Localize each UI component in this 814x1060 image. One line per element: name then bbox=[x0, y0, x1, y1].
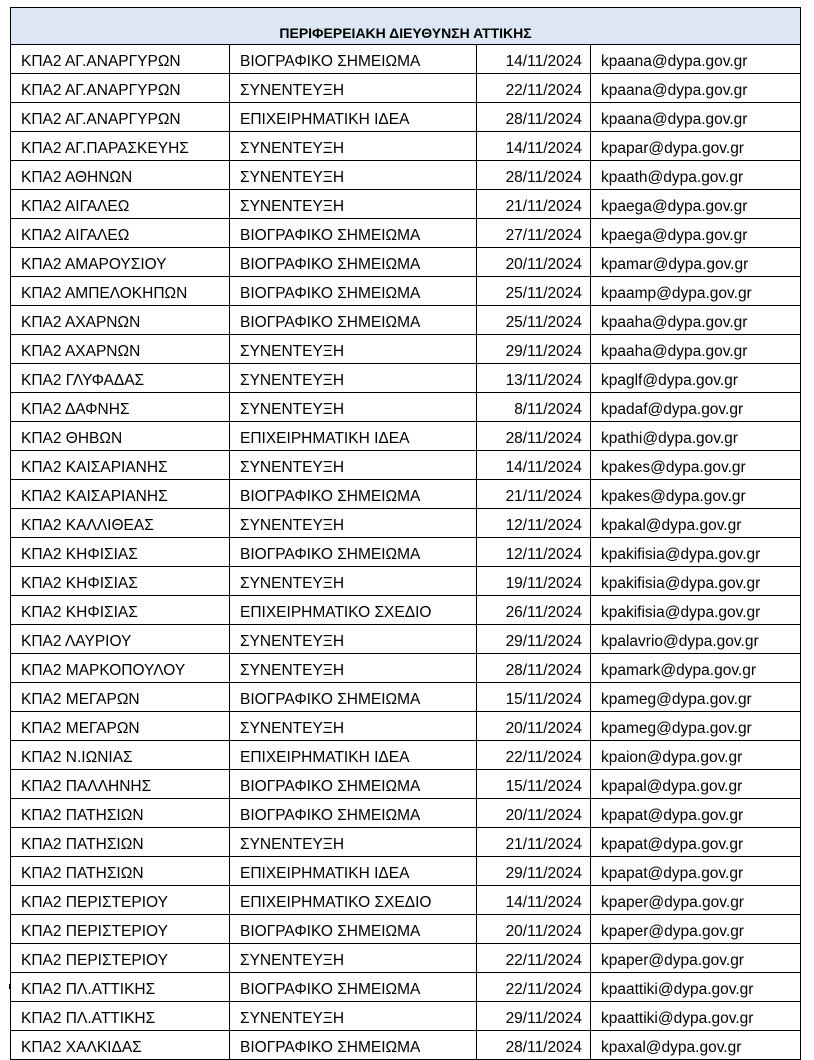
cell-date: 15/11/2024 bbox=[477, 770, 591, 799]
cell-email: kpapat@dypa.gov.gr bbox=[591, 799, 801, 828]
cell-office: ΚΠΑ2 ΠΛ.ΑΤΤΙΚΗΣ bbox=[11, 973, 230, 1002]
cell-email: kpaper@dypa.gov.gr bbox=[591, 944, 801, 973]
cell-corner-mark bbox=[9, 984, 10, 989]
table-row bbox=[11, 74, 801, 103]
cell-date: 29/11/2024 bbox=[477, 625, 591, 654]
table-row bbox=[11, 335, 801, 364]
cell-date: 15/11/2024 bbox=[477, 683, 591, 712]
cell-session-type: ΣΥΝΕΝΤΕΥΞΗ bbox=[230, 654, 477, 683]
table-row bbox=[11, 1002, 801, 1031]
cell-office: ΚΠΑ2 ΑΓ.ΑΝΑΡΓΥΡΩΝ bbox=[11, 74, 230, 103]
cell-session-type: ΣΥΝΕΝΤΕΥΞΗ bbox=[230, 828, 477, 857]
cell-date: 21/11/2024 bbox=[477, 480, 591, 509]
cell-email: kpalavrio@dypa.gov.gr bbox=[591, 625, 801, 654]
cell-session-type: ΕΠΙΧΕΙΡΗΜΑΤΙΚΟ ΣΧΕΔΙΟ bbox=[230, 596, 477, 625]
region-title: ΠΕΡΙΦΕΡΕΙΑΚΗ ΔΙΕΥΘΥΝΣΗ ΑΤΤΙΚΗΣ bbox=[11, 8, 801, 45]
cell-email: kpaper@dypa.gov.gr bbox=[591, 915, 801, 944]
cell-date: 13/11/2024 bbox=[477, 364, 591, 393]
cell-date: 22/11/2024 bbox=[477, 741, 591, 770]
cell-session-type: ΣΥΝΕΝΤΕΥΞΗ bbox=[230, 509, 477, 538]
table-row bbox=[11, 393, 801, 422]
cell-email: kpaaha@dypa.gov.gr bbox=[591, 335, 801, 364]
cell-office: ΚΠΑ2 ΠΑΤΗΣΙΩΝ bbox=[11, 828, 230, 857]
cell-date: 25/11/2024 bbox=[477, 277, 591, 306]
table-row bbox=[11, 219, 801, 248]
cell-email: kpapat@dypa.gov.gr bbox=[591, 828, 801, 857]
table-row bbox=[11, 509, 801, 538]
table-row bbox=[11, 828, 801, 857]
cell-office: ΚΠΑ2 ΠΕΡΙΣΤΕΡΙΟΥ bbox=[11, 944, 230, 973]
cell-date: 25/11/2024 bbox=[477, 306, 591, 335]
schedule-table-container bbox=[10, 7, 800, 1060]
cell-office: ΚΠΑ2 ΠΑΤΗΣΙΩΝ bbox=[11, 857, 230, 886]
cell-email: kpakes@dypa.gov.gr bbox=[591, 480, 801, 509]
cell-date: 29/11/2024 bbox=[477, 335, 591, 364]
table-row bbox=[11, 886, 801, 915]
table-row bbox=[11, 364, 801, 393]
cell-office: ΚΠΑ2 ΚΗΦΙΣΙΑΣ bbox=[11, 567, 230, 596]
cell-date: 29/11/2024 bbox=[477, 857, 591, 886]
cell-session-type: ΣΥΝΕΝΤΕΥΞΗ bbox=[230, 132, 477, 161]
cell-date: 14/11/2024 bbox=[477, 451, 591, 480]
table-row bbox=[11, 683, 801, 712]
cell-office: ΚΠΑ2 ΜΕΓΑΡΩΝ bbox=[11, 683, 230, 712]
cell-office: ΚΠΑ2 ΘΗΒΩΝ bbox=[11, 422, 230, 451]
cell-session-type: ΒΙΟΓΡΑΦΙΚΟ ΣΗΜΕΙΩΜΑ bbox=[230, 306, 477, 335]
cell-date: 22/11/2024 bbox=[477, 944, 591, 973]
cell-office: ΚΠΑ2 ΠΑΛΛΗΝΗΣ bbox=[11, 770, 230, 799]
cell-email: kpaana@dypa.gov.gr bbox=[591, 45, 801, 74]
cell-office: ΚΠΑ2 ΜΑΡΚΟΠΟΥΛΟΥ bbox=[11, 654, 230, 683]
cell-date: 22/11/2024 bbox=[477, 973, 591, 1002]
cell-session-type: ΒΙΟΓΡΑΦΙΚΟ ΣΗΜΕΙΩΜΑ bbox=[230, 480, 477, 509]
cell-date: 8/11/2024 bbox=[477, 393, 591, 422]
table-row bbox=[11, 248, 801, 277]
cell-email: kpaattiki@dypa.gov.gr bbox=[591, 973, 801, 1002]
cell-email: kpameg@dypa.gov.gr bbox=[591, 683, 801, 712]
cell-office: ΚΠΑ2 ΑΜΑΡΟΥΣΙΟΥ bbox=[11, 248, 230, 277]
cell-email: kpapat@dypa.gov.gr bbox=[591, 857, 801, 886]
cell-date: 28/11/2024 bbox=[477, 103, 591, 132]
table-row bbox=[11, 654, 801, 683]
table-row bbox=[11, 190, 801, 219]
cell-office: ΚΠΑ2 ΠΕΡΙΣΤΕΡΙΟΥ bbox=[11, 886, 230, 915]
cell-office: ΚΠΑ2 Ν.ΙΩΝΙΑΣ bbox=[11, 741, 230, 770]
table-row bbox=[11, 132, 801, 161]
cell-email: kpaega@dypa.gov.gr bbox=[591, 219, 801, 248]
cell-date: 12/11/2024 bbox=[477, 538, 591, 567]
cell-email: kpaath@dypa.gov.gr bbox=[591, 161, 801, 190]
cell-email: kpameg@dypa.gov.gr bbox=[591, 712, 801, 741]
cell-email: kpaana@dypa.gov.gr bbox=[591, 103, 801, 132]
cell-office: ΚΠΑ2 ΠΑΤΗΣΙΩΝ bbox=[11, 799, 230, 828]
schedule-table bbox=[10, 7, 801, 1060]
cell-office: ΚΠΑ2 ΠΕΡΙΣΤΕΡΙΟΥ bbox=[11, 915, 230, 944]
cell-office: ΚΠΑ2 ΑΧΑΡΝΩΝ bbox=[11, 335, 230, 364]
cell-email: kpapal@dypa.gov.gr bbox=[591, 770, 801, 799]
cell-office: ΚΠΑ2 ΛΑΥΡΙΟΥ bbox=[11, 625, 230, 654]
cell-email: kpakifisia@dypa.gov.gr bbox=[591, 596, 801, 625]
cell-office: ΚΠΑ2 ΑΜΠΕΛΟΚΗΠΩΝ bbox=[11, 277, 230, 306]
cell-session-type: ΣΥΝΕΝΤΕΥΞΗ bbox=[230, 335, 477, 364]
cell-office: ΚΠΑ2 ΑΓ.ΠΑΡΑΣΚΕΥΗΣ bbox=[11, 132, 230, 161]
table-row bbox=[11, 625, 801, 654]
cell-office: ΚΠΑ2 ΑΙΓΑΛΕΩ bbox=[11, 219, 230, 248]
cell-date: 29/11/2024 bbox=[477, 1002, 591, 1031]
cell-session-type: ΒΙΟΓΡΑΦΙΚΟ ΣΗΜΕΙΩΜΑ bbox=[230, 915, 477, 944]
table-row bbox=[11, 741, 801, 770]
cell-date: 12/11/2024 bbox=[477, 509, 591, 538]
cell-email: kpakifisia@dypa.gov.gr bbox=[591, 538, 801, 567]
cell-email: kpamar@dypa.gov.gr bbox=[591, 248, 801, 277]
cell-email: kpakifisia@dypa.gov.gr bbox=[591, 567, 801, 596]
table-row bbox=[11, 103, 801, 132]
cell-session-type: ΒΙΟΓΡΑΦΙΚΟ ΣΗΜΕΙΩΜΑ bbox=[230, 770, 477, 799]
cell-session-type: ΣΥΝΕΝΤΕΥΞΗ bbox=[230, 364, 477, 393]
table-row bbox=[11, 480, 801, 509]
cell-date: 14/11/2024 bbox=[477, 45, 591, 74]
cell-session-type: ΒΙΟΓΡΑΦΙΚΟ ΣΗΜΕΙΩΜΑ bbox=[230, 45, 477, 74]
cell-session-type: ΕΠΙΧΕΙΡΗΜΑΤΙΚΟ ΣΧΕΔΙΟ bbox=[230, 886, 477, 915]
cell-email: kpaattiki@dypa.gov.gr bbox=[591, 1002, 801, 1031]
cell-office: ΚΠΑ2 ΚΗΦΙΣΙΑΣ bbox=[11, 538, 230, 567]
cell-session-type: ΕΠΙΧΕΙΡΗΜΑΤΙΚΗ ΙΔΕΑ bbox=[230, 422, 477, 451]
cell-session-type: ΒΙΟΓΡΑΦΙΚΟ ΣΗΜΕΙΩΜΑ bbox=[230, 277, 477, 306]
cell-date: 27/11/2024 bbox=[477, 219, 591, 248]
cell-session-type: ΒΙΟΓΡΑΦΙΚΟ ΣΗΜΕΙΩΜΑ bbox=[230, 973, 477, 1002]
cell-date: 21/11/2024 bbox=[477, 190, 591, 219]
table-row bbox=[11, 45, 801, 74]
cell-session-type: ΣΥΝΕΝΤΕΥΞΗ bbox=[230, 567, 477, 596]
cell-date: 28/11/2024 bbox=[477, 654, 591, 683]
cell-email: kpakal@dypa.gov.gr bbox=[591, 509, 801, 538]
table-row bbox=[11, 1031, 801, 1060]
table-row bbox=[11, 712, 801, 741]
table-row bbox=[11, 857, 801, 886]
cell-date: 14/11/2024 bbox=[477, 132, 591, 161]
cell-session-type: ΒΙΟΓΡΑΦΙΚΟ ΣΗΜΕΙΩΜΑ bbox=[230, 538, 477, 567]
cell-office: ΚΠΑ2 ΔΑΦΝΗΣ bbox=[11, 393, 230, 422]
cell-session-type: ΒΙΟΓΡΑΦΙΚΟ ΣΗΜΕΙΩΜΑ bbox=[230, 248, 477, 277]
cell-email: kpamark@dypa.gov.gr bbox=[591, 654, 801, 683]
cell-date: 26/11/2024 bbox=[477, 596, 591, 625]
table-row bbox=[11, 915, 801, 944]
cell-email: kpaana@dypa.gov.gr bbox=[591, 74, 801, 103]
table-row bbox=[11, 944, 801, 973]
cell-date: 20/11/2024 bbox=[477, 915, 591, 944]
cell-session-type: ΣΥΝΕΝΤΕΥΞΗ bbox=[230, 74, 477, 103]
cell-office: ΚΠΑ2 ΑΘΗΝΩΝ bbox=[11, 161, 230, 190]
cell-office: ΚΠΑ2 ΠΛ.ΑΤΤΙΚΗΣ bbox=[11, 1002, 230, 1031]
cell-email: kpaxal@dypa.gov.gr bbox=[591, 1031, 801, 1060]
table-body bbox=[11, 45, 801, 1060]
cell-office: ΚΠΑ2 ΚΑΛΛΙΘΕΑΣ bbox=[11, 509, 230, 538]
cell-date: 21/11/2024 bbox=[477, 828, 591, 857]
cell-session-type: ΕΠΙΧΕΙΡΗΜΑΤΙΚΗ ΙΔΕΑ bbox=[230, 103, 477, 132]
table-row bbox=[11, 770, 801, 799]
cell-email: kpaper@dypa.gov.gr bbox=[591, 886, 801, 915]
cell-session-type: ΣΥΝΕΝΤΕΥΞΗ bbox=[230, 393, 477, 422]
cell-session-type: ΕΠΙΧΕΙΡΗΜΑΤΙΚΗ ΙΔΕΑ bbox=[230, 857, 477, 886]
cell-session-type: ΕΠΙΧΕΙΡΗΜΑΤΙΚΗ ΙΔΕΑ bbox=[230, 741, 477, 770]
cell-office: ΚΠΑ2 ΧΑΛΚΙΔΑΣ bbox=[11, 1031, 230, 1060]
cell-session-type: ΣΥΝΕΝΤΕΥΞΗ bbox=[230, 161, 477, 190]
cell-session-type: ΣΥΝΕΝΤΕΥΞΗ bbox=[230, 1002, 477, 1031]
cell-office: ΚΠΑ2 ΚΑΙΣΑΡΙΑΝΗΣ bbox=[11, 480, 230, 509]
cell-email: kpaglf@dypa.gov.gr bbox=[591, 364, 801, 393]
cell-session-type: ΣΥΝΕΝΤΕΥΞΗ bbox=[230, 451, 477, 480]
table-row bbox=[11, 799, 801, 828]
cell-date: 28/11/2024 bbox=[477, 422, 591, 451]
cell-session-type: ΒΙΟΓΡΑΦΙΚΟ ΣΗΜΕΙΩΜΑ bbox=[230, 683, 477, 712]
cell-office: ΚΠΑ2 ΑΙΓΑΛΕΩ bbox=[11, 190, 230, 219]
cell-email: kpadaf@dypa.gov.gr bbox=[591, 393, 801, 422]
table-row bbox=[11, 161, 801, 190]
cell-session-type: ΣΥΝΕΝΤΕΥΞΗ bbox=[230, 190, 477, 219]
cell-office: ΚΠΑ2 ΚΑΙΣΑΡΙΑΝΗΣ bbox=[11, 451, 230, 480]
cell-session-type: ΒΙΟΓΡΑΦΙΚΟ ΣΗΜΕΙΩΜΑ bbox=[230, 799, 477, 828]
cell-date: 19/11/2024 bbox=[477, 567, 591, 596]
cell-date: 28/11/2024 bbox=[477, 1031, 591, 1060]
table-header-row bbox=[11, 8, 801, 45]
cell-session-type: ΒΙΟΓΡΑΦΙΚΟ ΣΗΜΕΙΩΜΑ bbox=[230, 219, 477, 248]
table-row bbox=[11, 306, 801, 335]
cell-email: kpakes@dypa.gov.gr bbox=[591, 451, 801, 480]
table-row bbox=[11, 567, 801, 596]
cell-office: ΚΠΑ2 ΓΛΥΦΑΔΑΣ bbox=[11, 364, 230, 393]
cell-office: ΚΠΑ2 ΑΓ.ΑΝΑΡΓΥΡΩΝ bbox=[11, 45, 230, 74]
cell-email: kpapar@dypa.gov.gr bbox=[591, 132, 801, 161]
cell-office: ΚΠΑ2 ΑΧΑΡΝΩΝ bbox=[11, 306, 230, 335]
cell-date: 28/11/2024 bbox=[477, 161, 591, 190]
cell-office: ΚΠΑ2 ΑΓ.ΑΝΑΡΓΥΡΩΝ bbox=[11, 103, 230, 132]
cell-session-type: ΣΥΝΕΝΤΕΥΞΗ bbox=[230, 625, 477, 654]
cell-email: kpaamp@dypa.gov.gr bbox=[591, 277, 801, 306]
cell-email: kpaaha@dypa.gov.gr bbox=[591, 306, 801, 335]
table-row bbox=[11, 596, 801, 625]
cell-office: ΚΠΑ2 ΜΕΓΑΡΩΝ bbox=[11, 712, 230, 741]
cell-office: ΚΠΑ2 ΚΗΦΙΣΙΑΣ bbox=[11, 596, 230, 625]
cell-date: 20/11/2024 bbox=[477, 799, 591, 828]
cell-date: 14/11/2024 bbox=[477, 886, 591, 915]
cell-email: kpaion@dypa.gov.gr bbox=[591, 741, 801, 770]
table-row bbox=[11, 451, 801, 480]
cell-session-type: ΣΥΝΕΝΤΕΥΞΗ bbox=[230, 944, 477, 973]
table-row bbox=[11, 277, 801, 306]
table-row bbox=[11, 422, 801, 451]
cell-session-type: ΒΙΟΓΡΑΦΙΚΟ ΣΗΜΕΙΩΜΑ bbox=[230, 1031, 477, 1060]
cell-email: kpathi@dypa.gov.gr bbox=[591, 422, 801, 451]
cell-email: kpaega@dypa.gov.gr bbox=[591, 190, 801, 219]
cell-session-type: ΣΥΝΕΝΤΕΥΞΗ bbox=[230, 712, 477, 741]
cell-date: 22/11/2024 bbox=[477, 74, 591, 103]
cell-date: 20/11/2024 bbox=[477, 248, 591, 277]
cell-date: 20/11/2024 bbox=[477, 712, 591, 741]
table-row bbox=[11, 538, 801, 567]
table-row bbox=[11, 973, 801, 1002]
